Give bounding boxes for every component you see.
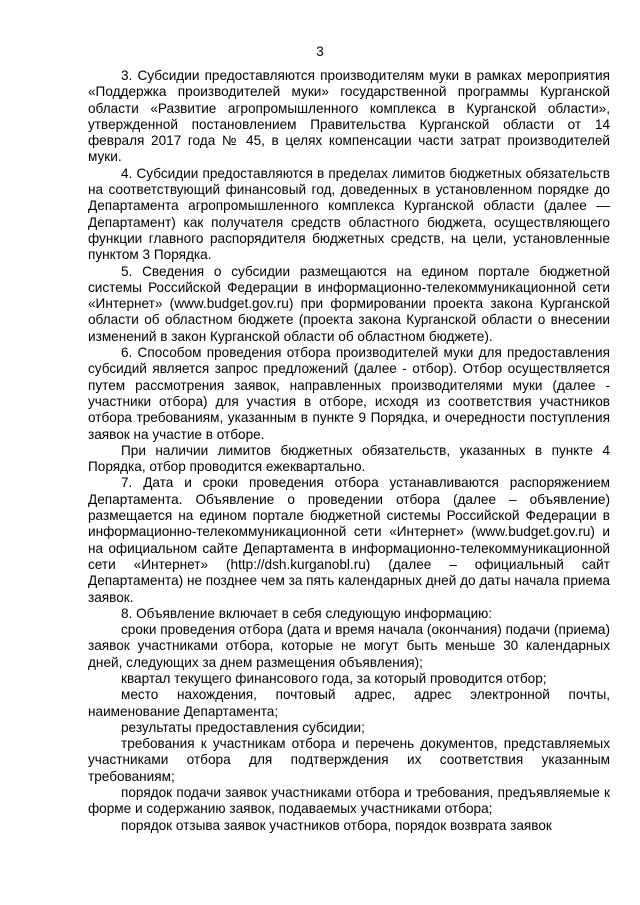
document-body	[88, 68, 610, 834]
paragraph-6-quarterly-selection: При наличии лимитов бюджетных обязательств, указанных в пункте 4 Порядка, отбор проводится ежеквартально.	[88, 442, 610, 475]
list-item-application-withdrawal: порядок отзыва заявок участников отбора, порядок возврата заявок	[121, 817, 552, 833]
list-item-department-address: место нахождения, почтовый адрес, адрес электронной почты, наименование Департамента;	[88, 687, 610, 719]
paragraph-4-subsidy-limits: 4. Субсидии предоставляются в пределах лимитов бюджетных обязательств на соответствующий финансовый год, доведенных в установленном порядке до Департамента агропромышленного комплекса Курганской области (далее — Департамент) как получателя средств областного бюджета, осуществляющего функции главного распорядителя бюджетных средств, на цели, установленные пунктом 3 Порядка.	[88, 165, 610, 263]
paragraph-7-selection-dates: 7. Дата и сроки проведения отбора устанавливаются распоряжением Департамента. Объявление о проведении отбора (далее – объявление) размещается на едином портале бюджетной системы Российской Федерации в информационно-телекоммуникационной сети «Интернет» (www.budget.gov.ru) и на официальном сайте Департамента в информационно-телекоммуникационной сети «Интернет» (http://dsh.kurganobl.ru) (далее – официальный сайт Департамента) не позднее чем за пять календарных дней до даты начала приема заявок.	[88, 475, 610, 605]
list-item-quarter: квартал текущего финансового года, за который проводится отбор;	[121, 670, 547, 686]
list-item-selection-terms: сроки проведения отбора (дата и время начала (окончания) подачи (приема) заявок участниками отбора, которые не могут быть меньше 30 календарных дней, следующих за днем размещения объявления);	[88, 622, 610, 670]
paragraph-3-subsidy-purpose: 3. Субсидии предоставляются производителям муки в рамках мероприятия «Поддержка производителей муки» государственной программы Курганской области «Развитие агропромышленного комплекса в Курганской области», утвержденной постановлением Правительства Курганской области от 14 февраля 2017 года № 45, в целях компенсации части затрат производителей муки.	[88, 68, 610, 165]
paragraph-5-subsidy-info-placement: 5. Сведения о субсидии размещаются на едином портале бюджетной системы Российской Федерации в информационно-телекоммуникационной сети «Интернет» (www.budget.gov.ru) при формировании проекта закона Курганской области об областном бюджете (проекта закона Курганской области о внесении изменений в закон Курганской области об областном бюджете).	[88, 263, 610, 344]
list-item-participant-requirements: требования к участникам отбора и перечень документов, представляемых участниками отбора для подтверждения их соответствия указанным требованиям;	[88, 736, 610, 784]
paragraph-6-selection-method: 6. Способом проведения отбора производителей муки для предоставления субсидий является запрос предложений (далее - отбор). Отбор осуществляется путем рассмотрения заявок, направленных производителями муки (далее - участники отбора) для участия в отборе, исходя из соответствия участников отбора требованиям, указанным в пункте 9 Порядка, и очередности поступления заявок на участие в отборе.	[88, 345, 610, 442]
list-item-application-procedure: порядок подачи заявок участниками отбора и требования, предъявляемые к форме и содержанию заявок, подаваемых участниками отбора;	[88, 785, 610, 817]
list-item-subsidy-results: результаты предоставления субсидии;	[121, 719, 365, 735]
paragraph-8-announcement-contents: 8. Объявление включает в себя следующую информацию:	[121, 605, 493, 621]
page-number: 3	[316, 44, 324, 59]
